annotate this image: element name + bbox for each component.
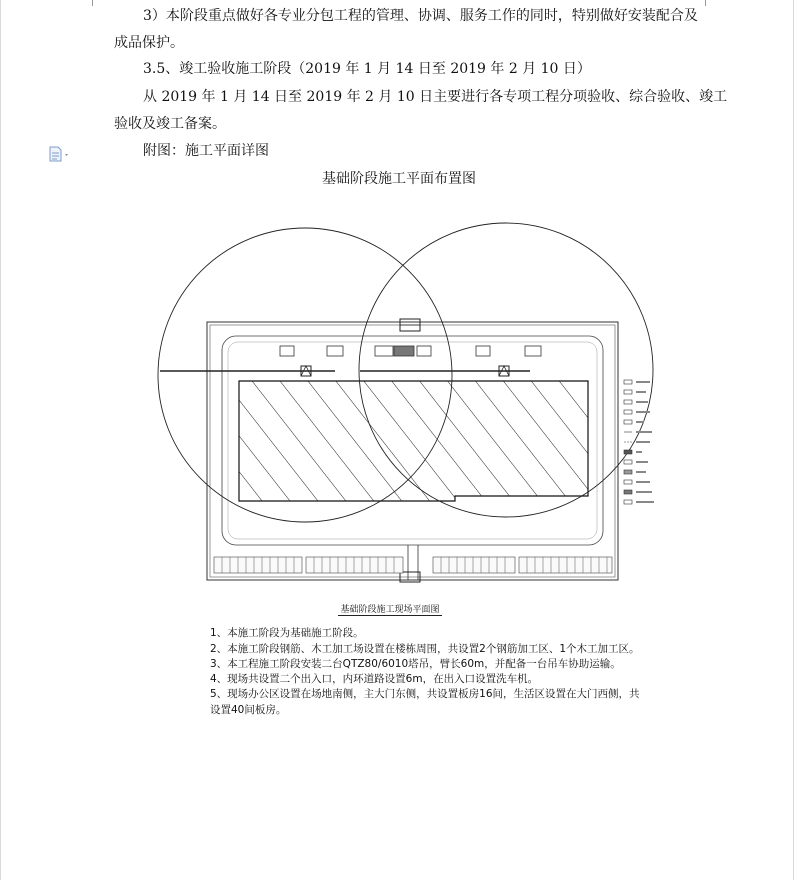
note-line: 2、本施工阶段钢筋、木工加工场设置在楼栋周围，共设置2个钢筋加工区、1个木工加工区。: [210, 643, 640, 655]
paragraph-text: 成品保护。: [114, 35, 184, 51]
paragraph-text: 3）本阶段重点做好各专业分包工程的管理、协调、服务工作的同时，特别做好安装配合及: [143, 8, 698, 24]
margin-corner-mark: [92, 0, 93, 6]
paragraph-text: 验收及竣工备案。: [114, 116, 226, 132]
figure-title: 基础阶段施工平面布置图: [322, 171, 476, 187]
page-right-edge: [793, 0, 794, 880]
paragraph-text: 从 2019 年 1 月 14 日至 2019 年 2 月 10 日主要进行各专项工程分项验收、综合验收、竣工: [143, 89, 728, 105]
site-plan-drawing: [150, 215, 670, 605]
note-line: 3、本工程施工阶段安装二台QTZ80/6010塔吊，臂长60m，并配备一台吊车协助运输。: [210, 658, 621, 670]
plan-caption-text: 基础阶段施工现场平面图: [340, 605, 440, 615]
note-line: 1、本施工阶段为基础施工阶段。: [210, 627, 364, 639]
note-line: 设置40间板房。: [210, 704, 287, 716]
section-heading: 3.5、竣工验收施工阶段（2019 年 1 月 14 日至 2019 年 2 月 10 日）: [143, 61, 591, 77]
page-left-edge: [0, 0, 1, 880]
document-icon[interactable]: [48, 146, 72, 162]
attachment-label: 附图：施工平面详图: [143, 143, 269, 159]
plan-caption: [300, 602, 480, 615]
note-line: 4、现场共设置二个出入口，内环道路设置6m，在出入口设置洗车机。: [210, 673, 539, 685]
note-line: 5、现场办公区设置在场地南侧，主大门东侧，共设置板房16间，生活区设置在大门西侧，共: [210, 688, 640, 700]
